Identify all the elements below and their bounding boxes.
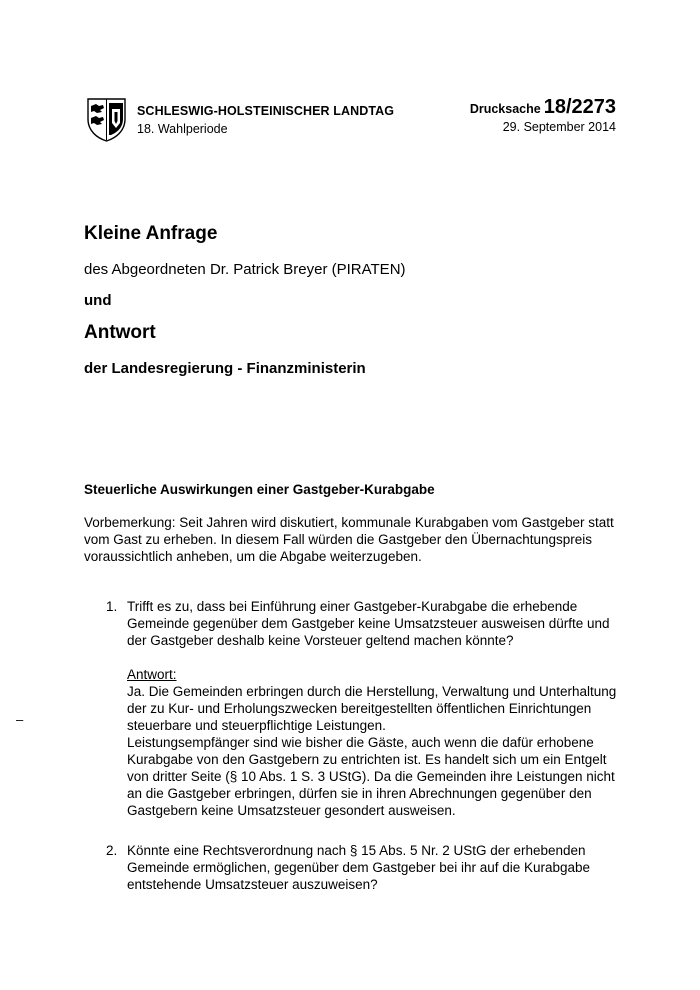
question-list — [84, 598, 624, 819]
legislative-period: 18. Wahlperiode — [137, 122, 228, 136]
question-item — [84, 598, 624, 819]
question-text: Trifft es zu, dass bei Einführung einer Gastgeber-Kurabgabe die erhebende Gemeinde gegenüber dem Gastgeber keine Umsatzsteuer ausweisen dürfte und der Gastgeber deshalb keine Vorsteuer geltend machen könnte? — [127, 599, 610, 648]
document-date: 29. September 2014 — [502, 120, 616, 134]
preliminary-remark: Vorbemerkung: Seit Jahren wird diskutiert, kommunale Kurabgaben vom Gastgeber statt vom Gast zu erheben. In diesem Fall würden die Gastgeber den Übernachtungspreis voraussichtlich anheben, um die Abgabe weiterzugeben. — [84, 515, 614, 564]
question-text: Könnte eine Rechtsverordnung nach § 15 Abs. 5 Nr. 2 UStG der erhebenden Gemeinde ermöglichen, gegenüber dem Gastgeber bei ihr auf die Kurabgabe entstehende Umsatzsteuer auszuweisen? — [127, 843, 591, 892]
responder-line: der Landesregierung - Finanzministerin — [84, 360, 366, 377]
topic-heading: Steuerliche Auswirkungen einer Gastgeber-Kurabgabe — [84, 482, 435, 497]
heading-kleine-anfrage: Kleine Anfrage — [84, 223, 218, 244]
header-left — [137, 104, 394, 136]
question-item — [84, 842, 624, 893]
drucksache-number: 18/2273 — [543, 96, 616, 118]
answer-label: Antwort: — [127, 667, 177, 682]
answer-body: Leistungsempfänger sind wie bisher die Gäste, auch wenn die dafür erhobene Kurabgabe von den Gastgebern zu entrichten ist. Es handelt sich um ein Entgelt von dritter Seite (§ 10 Abs. 1 S. 3 UStG). Da die Gemeinden ihre Leistungen nicht an die Gastgeber erbringen, dürfen sie in ihren Abrechnungen gegenüber den Gastgebern keine Umsatzsteuer gesondert ausweisen. — [127, 735, 615, 818]
parliament-name: SCHLESWIG-HOLSTEINISCHER LANDTAG — [137, 104, 395, 118]
heading-antwort: Antwort — [84, 322, 156, 343]
question-list-2 — [84, 842, 624, 893]
drucksache-line — [470, 96, 616, 119]
header-right — [470, 96, 616, 134]
answer-intro: Ja. Die Gemeinden erbringen durch die Herstellung, Verwaltung und Unterhaltung der zu Kur- und Erholungszwecken bereitgestellten öffentlichen Einrichtungen steuerbare und steuerpflichtige Leistungen. — [127, 684, 617, 733]
margin-mark: – — [16, 712, 24, 727]
und-line: und — [84, 292, 112, 309]
answer-block — [127, 666, 624, 819]
question-number: 1. — [106, 599, 118, 614]
question-number: 2. — [106, 843, 118, 858]
author-line: des Abgeordneten Dr. Patrick Breyer (PIRATEN) — [84, 261, 406, 278]
drucksache-label: Drucksache — [469, 102, 541, 116]
coat-of-arms-icon — [86, 97, 127, 143]
